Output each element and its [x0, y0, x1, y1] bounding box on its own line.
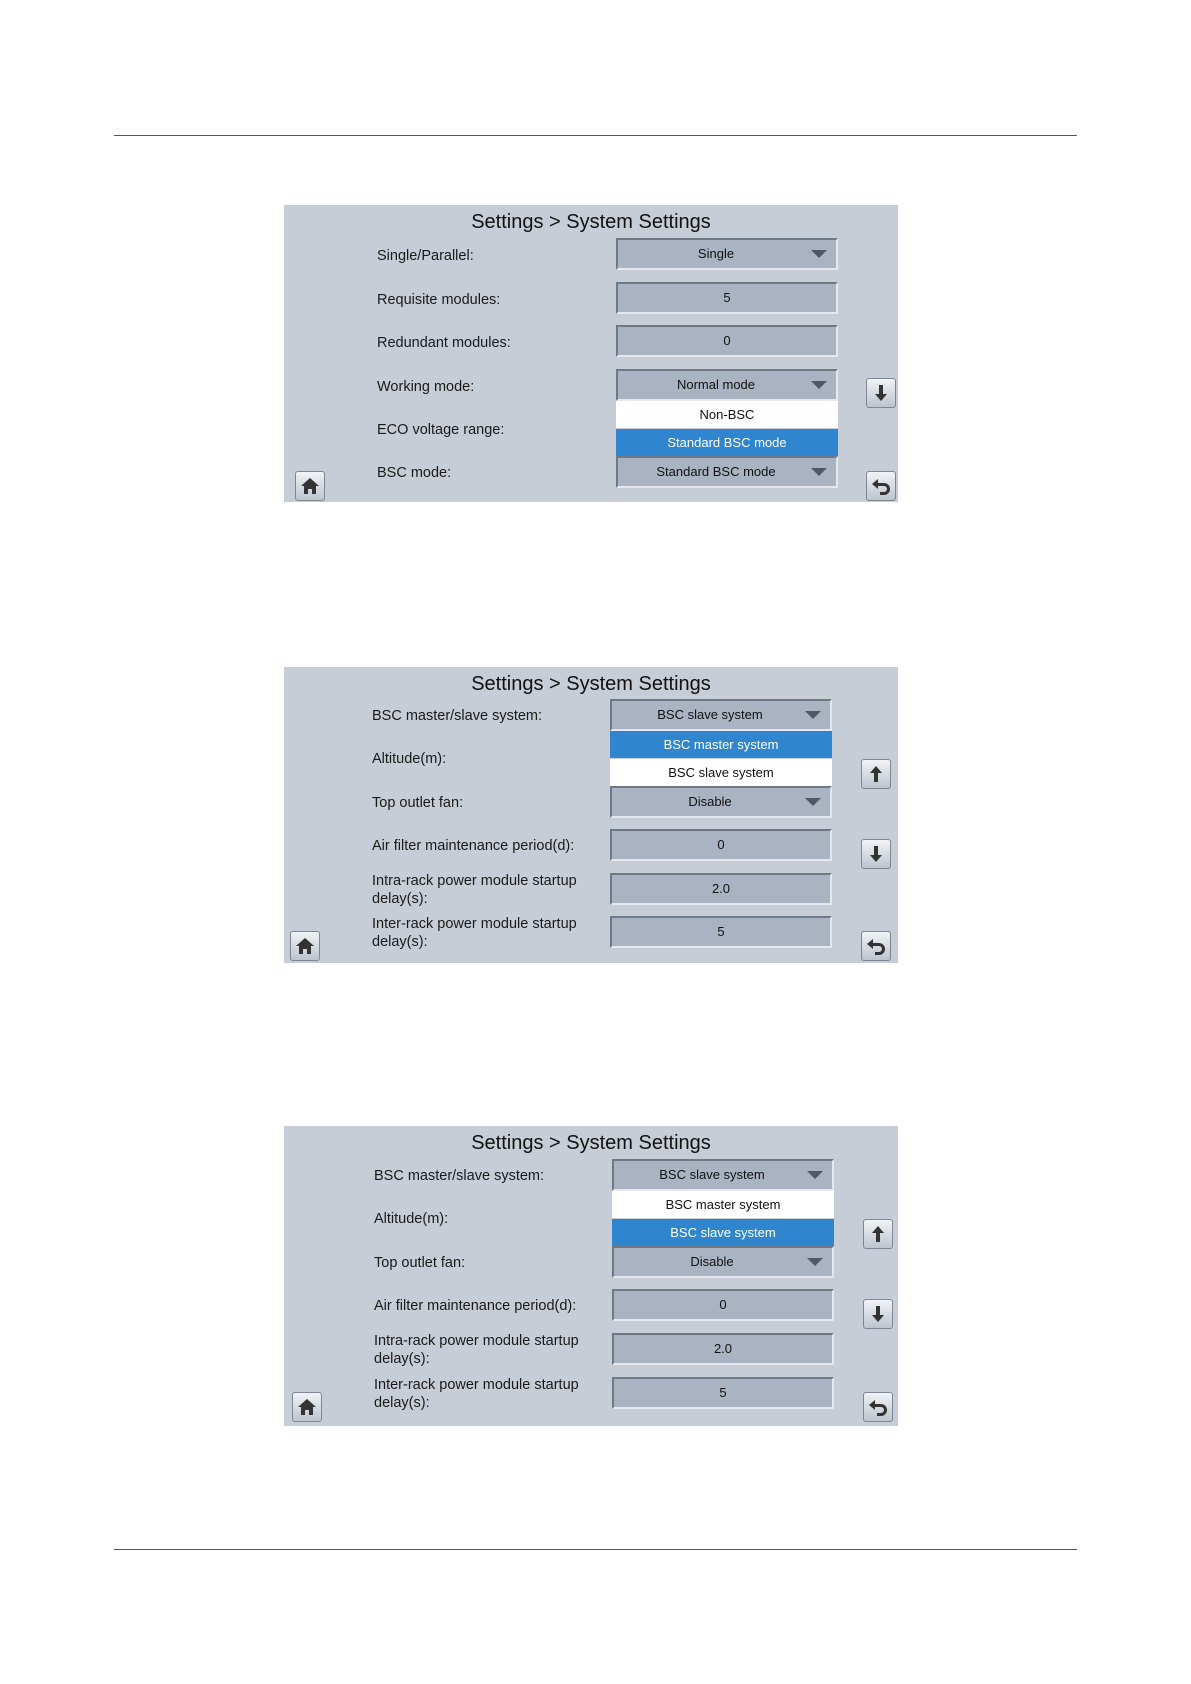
home-icon	[297, 1397, 317, 1417]
working-mode-value: Normal mode	[676, 377, 756, 392]
top-outlet-fan-label: Top outlet fan:	[372, 795, 464, 811]
arrow-up-icon	[866, 764, 886, 784]
intra-rack-delay-label	[372, 872, 577, 908]
inter-rack-delay-label-line2: delay(s):	[374, 1395, 430, 1411]
chevron-down-icon	[811, 381, 827, 389]
intra-rack-delay-label-line2: delay(s):	[372, 891, 428, 907]
option-standard-bsc-mode[interactable]: Standard BSC mode	[616, 429, 838, 456]
bsc-master-slave-value: BSC slave system	[657, 707, 763, 722]
eco-voltage-range-label: ECO voltage range:	[377, 422, 505, 438]
system-settings-panel-2	[284, 667, 898, 963]
bsc-master-slave-label: BSC master/slave system:	[374, 1168, 545, 1184]
scroll-down-button[interactable]	[863, 1299, 893, 1329]
back-icon	[866, 936, 886, 956]
option-non-bsc[interactable]: Non-BSC	[616, 401, 838, 428]
bsc-master-slave-value: BSC slave system	[659, 1167, 765, 1182]
inter-rack-delay-label-line2: delay(s):	[372, 934, 428, 950]
bsc-master-slave-label: BSC master/slave system:	[372, 708, 543, 724]
chevron-down-icon	[811, 250, 827, 258]
top-outlet-fan-value: Disable	[688, 794, 732, 809]
top-outlet-fan-select[interactable]	[612, 1246, 834, 1278]
scroll-down-button[interactable]	[866, 378, 896, 408]
scroll-up-button[interactable]	[863, 1219, 893, 1249]
altitude-label: Altitude(m):	[372, 751, 447, 767]
scroll-up-button[interactable]	[861, 759, 891, 789]
arrow-down-icon	[866, 844, 886, 864]
back-icon	[868, 1397, 888, 1417]
inter-rack-delay-label-line1: Inter-rack power module startup	[372, 916, 577, 932]
page-title: Settings > System Settings	[471, 1132, 711, 1154]
home-button[interactable]	[292, 1392, 322, 1422]
arrow-down-icon	[871, 383, 891, 403]
top-outlet-fan-value: Disable	[690, 1254, 734, 1269]
system-settings-panel-3	[284, 1126, 898, 1426]
working-mode-select[interactable]	[616, 369, 838, 401]
single-parallel-value: Single	[697, 246, 735, 261]
chevron-down-icon	[805, 798, 821, 806]
back-button[interactable]	[866, 471, 896, 501]
air-filter-period-label: Air filter maintenance period(d):	[374, 1298, 577, 1314]
back-icon	[871, 476, 891, 496]
bsc-mode-select[interactable]	[616, 456, 838, 488]
option-bsc-master-system[interactable]: BSC master system	[610, 731, 832, 758]
intra-rack-delay-label-line1: Intra-rack power module startup	[372, 873, 577, 889]
bsc-master-slave-select[interactable]	[612, 1159, 834, 1191]
air-filter-period-input[interactable]: 0	[612, 1289, 834, 1321]
bsc-master-slave-select[interactable]	[610, 699, 832, 731]
single-parallel-select[interactable]	[616, 238, 838, 270]
top-outlet-fan-select[interactable]	[610, 786, 832, 818]
redundant-modules-input[interactable]: 0	[616, 325, 838, 357]
intra-rack-delay-label	[374, 1332, 579, 1368]
option-bsc-master-system[interactable]: BSC master system	[612, 1191, 834, 1218]
back-button[interactable]	[863, 1392, 893, 1422]
requisite-modules-label: Requisite modules:	[377, 292, 501, 308]
chevron-down-icon	[807, 1258, 823, 1266]
intra-rack-delay-input[interactable]: 2.0	[612, 1333, 834, 1365]
scroll-down-button[interactable]	[861, 839, 891, 869]
inter-rack-delay-input[interactable]: 5	[612, 1377, 834, 1409]
footer-rule	[114, 1549, 1077, 1550]
arrow-down-icon	[868, 1304, 888, 1324]
chevron-down-icon	[811, 468, 827, 476]
bsc-mode-value: Standard BSC mode	[656, 464, 776, 479]
inter-rack-delay-input[interactable]: 5	[610, 916, 832, 948]
requisite-modules-input[interactable]: 5	[616, 282, 838, 314]
option-bsc-slave-system[interactable]: BSC slave system	[612, 1219, 834, 1246]
working-mode-label: Working mode:	[377, 379, 475, 395]
bsc-mode-label: BSC mode:	[377, 465, 452, 481]
page-title: Settings > System Settings	[471, 673, 711, 695]
intra-rack-delay-label-line2: delay(s):	[374, 1351, 430, 1367]
inter-rack-delay-label	[372, 915, 577, 951]
top-outlet-fan-label: Top outlet fan:	[374, 1255, 466, 1271]
inter-rack-delay-label-line1: Inter-rack power module startup	[374, 1377, 579, 1393]
home-icon	[300, 476, 320, 496]
air-filter-period-input[interactable]: 0	[610, 829, 832, 861]
system-settings-panel-1	[284, 205, 898, 502]
single-parallel-label: Single/Parallel:	[377, 248, 474, 264]
option-bsc-slave-system[interactable]: BSC slave system	[610, 759, 832, 786]
home-icon	[295, 936, 315, 956]
air-filter-period-label: Air filter maintenance period(d):	[372, 838, 575, 854]
home-button[interactable]	[290, 931, 320, 961]
arrow-up-icon	[868, 1224, 888, 1244]
page-title: Settings > System Settings	[471, 211, 711, 233]
home-button[interactable]	[295, 471, 325, 501]
chevron-down-icon	[805, 711, 821, 719]
inter-rack-delay-label	[374, 1376, 579, 1412]
intra-rack-delay-label-line1: Intra-rack power module startup	[374, 1333, 579, 1349]
redundant-modules-label: Redundant modules:	[377, 335, 511, 351]
back-button[interactable]	[861, 931, 891, 961]
intra-rack-delay-input[interactable]: 2.0	[610, 873, 832, 905]
header-rule	[114, 135, 1077, 136]
chevron-down-icon	[807, 1171, 823, 1179]
altitude-label: Altitude(m):	[374, 1211, 449, 1227]
